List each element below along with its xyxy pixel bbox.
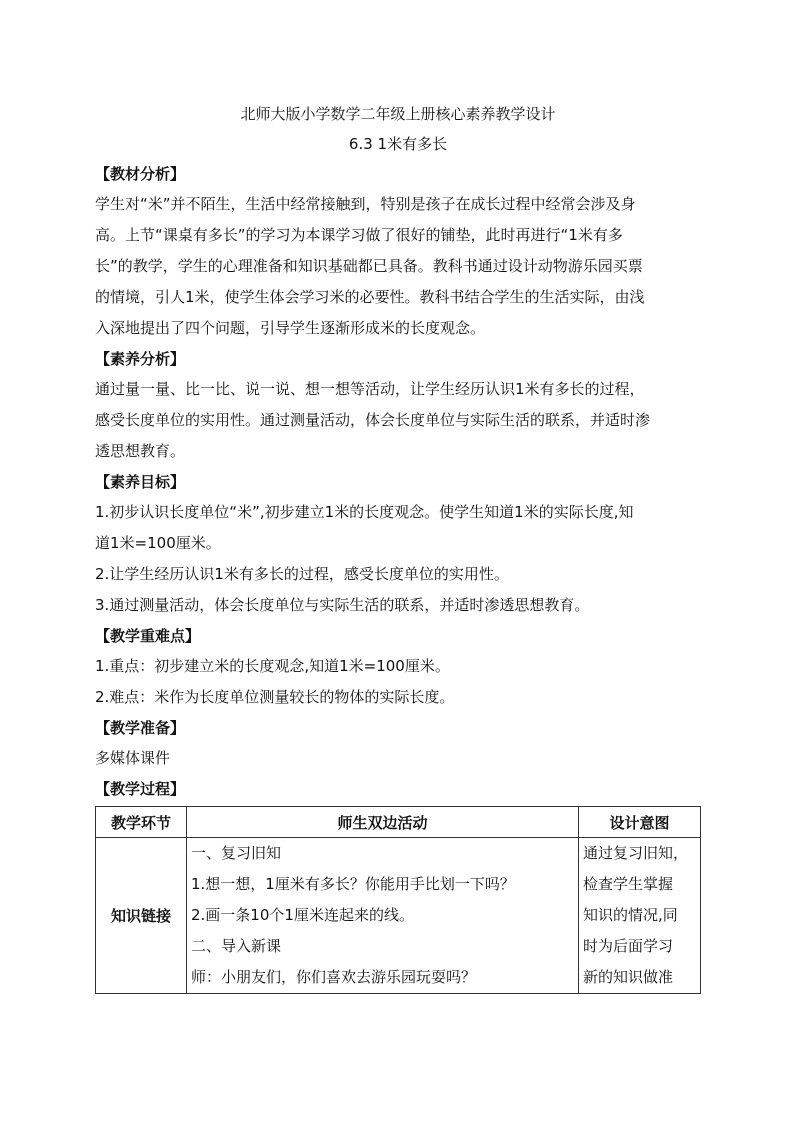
intent-cell (579, 838, 701, 994)
column-header-stage: 教学环节 (96, 807, 187, 838)
heading-textbook-analysis: 【教材分析】 (95, 165, 186, 183)
document-content (95, 99, 701, 994)
column-header-intent: 设计意图 (579, 807, 701, 838)
intent-line: 检查学生掌握 (583, 875, 674, 893)
para-line: 长”的教学，学生的心理准备和知识基础都已具备。教科书通过设计动物游乐园买票 (95, 257, 643, 275)
activity-line: 二、导入新课 (191, 937, 282, 955)
activity-line: 一、复习旧知 (191, 844, 282, 862)
table-row (96, 838, 701, 994)
intent-line: 通过复习旧知， (583, 844, 689, 862)
para-line: 2.难点：米作为长度单位测量较长的物体的实际长度。 (95, 688, 455, 706)
heading-literacy-analysis: 【素养分析】 (95, 350, 186, 368)
activity-cell (187, 838, 579, 994)
stage-cell: 知识链接 (96, 838, 187, 994)
para-line: 透思想教育。 (95, 442, 186, 460)
intent-line: 新的知识做准 (583, 968, 674, 986)
para-line: 感受长度单位的实用性。通过测量活动，体会长度单位与实际生活的联系，并适时渗 (95, 411, 651, 429)
document-subtitle: 6.3 1米有多长 (348, 135, 448, 153)
para-line: 多媒体课件 (95, 749, 171, 767)
document-title: 北师大版小学数学二年级上册核心素养教学设计 (240, 105, 556, 123)
para-line: 高。上节“课桌有多长”的学习为本课学习做了很好的铺垫，此时再进行“1米有多 (95, 226, 623, 244)
para-line: 道1米=100厘米。 (95, 534, 221, 552)
para-line: 1.重点：初步建立米的长度观念,知道1米=100厘米。 (95, 657, 450, 675)
para-line: 学生对“米”并不陌生，生活中经常接触到，特别是孩子在成长过程中经常会涉及身 (95, 195, 636, 213)
para-line: 3.通过测量活动，体会长度单位与实际生活的联系，并适时渗透思想教育。 (95, 596, 590, 614)
column-header-activity: 师生双边活动 (187, 807, 579, 838)
heading-literacy-goals: 【素养目标】 (95, 473, 186, 491)
intent-line: 时为后面学习 (583, 937, 674, 955)
table-header-row (96, 807, 701, 838)
heading-process: 【教学过程】 (95, 780, 186, 798)
para-line: 2.让学生经历认识1米有多长的过程，感受长度单位的实用性。 (95, 565, 509, 583)
heading-preparation: 【教学准备】 (95, 719, 186, 737)
activity-line: 师：小朋友们，你们喜欢去游乐园玩耍吗？ (191, 968, 477, 986)
heading-key-points: 【教学重难点】 (95, 627, 201, 645)
process-table (95, 806, 701, 994)
para-line: 通过量一量、比一比、说一说、想一想等活动，让学生经历认识1米有多长的过程， (95, 380, 645, 398)
activity-line: 2.画一条10个1厘米连起来的线。 (191, 906, 414, 924)
intent-line: 知识的情况,同 (583, 906, 678, 924)
para-line: 1.初步认识长度单位“米”,初步建立1米的长度观念。使学生知道1米的实际长度,知 (95, 503, 634, 521)
para-line: 的情境，引人1米，使学生体会学习米的必要性。教科书结合学生的生活实际，由浅 (95, 288, 645, 306)
para-line: 入深地提出了四个问题，引导学生逐渐形成米的长度观念。 (95, 319, 486, 337)
activity-line: 1.想一想，1厘米有多长？你能用手比划一下吗？ (191, 875, 515, 893)
